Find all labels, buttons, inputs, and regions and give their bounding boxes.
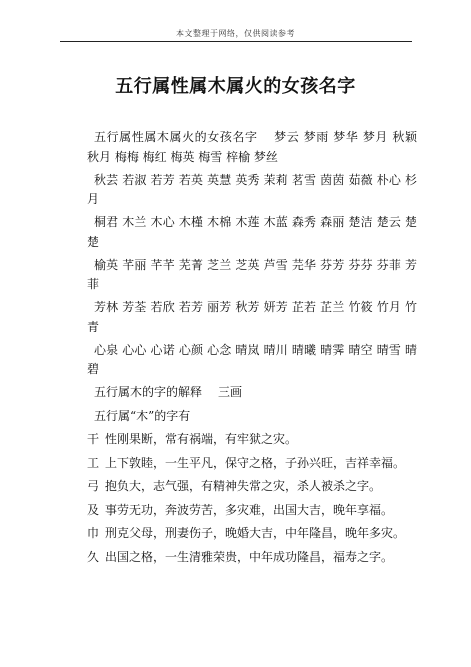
- name-line: 榆英 芊丽 芊芊 芜菁 芝兰 芝英 芦雪 芫华 芬芳 芬芬 芬菲 芳菲: [87, 257, 417, 291]
- entry-char: 弓: [87, 479, 100, 493]
- char-entry: [87, 524, 417, 544]
- char-entry: [87, 501, 417, 521]
- document-title: 五行属性属木属火的女孩名字: [115, 76, 356, 97]
- name-line: 心泉 心心 心诺 心颜 心念 晴岚 晴川 晴曦 晴霁 晴空 晴雪 晴碧: [87, 342, 417, 376]
- section-heading: [87, 383, 417, 403]
- name-line: 秋芸 若淑 若芳 若英 英慧 英秀 茉莉 茗雪 茵茵 茹薇 朴心 杉月: [87, 172, 417, 206]
- entry-text: 刑克父母，刑妻伤子，晚婚大吉，中年隆昌，晚年多灾。: [105, 526, 406, 540]
- char-entry: [87, 454, 417, 474]
- char-entry: [87, 430, 417, 450]
- char-entry: [87, 548, 417, 568]
- subheading: 五行属“木”的字有: [94, 408, 191, 423]
- entry-text: 事劳无功，奔波劳苦，多灾难，出国大吉，晚年享福。: [105, 502, 394, 517]
- name-line: 桐君 木兰 木心 木槿 木棉 木莲 木蓝 森秀 森丽 楚洁 楚云 楚楚: [87, 215, 417, 249]
- entry-text: 性刚果断，常有祸端，有牢狱之灾。: [105, 432, 298, 446]
- name-line: 芳林 芳荃 若欣 若芳 丽芳 秋芳 妍芳 芷若 芷兰 竹筱 竹月 竹青: [87, 300, 417, 334]
- entry-char: 及: [87, 502, 100, 517]
- entry-char: 久: [87, 549, 100, 564]
- entry-char: 干: [87, 432, 100, 446]
- section-stroke: 三画: [218, 385, 243, 399]
- intro-lead: 五行属性属木属火的女孩名字: [94, 130, 258, 144]
- entry-char: 工: [87, 455, 100, 470]
- entry-char: 巾: [87, 526, 100, 540]
- header-rule: [60, 41, 412, 42]
- section-lead: 五行属木的字的解释: [94, 385, 203, 399]
- entry-text: 抱负大，志气强，有精神失常之灾，杀人被杀之字。: [105, 479, 382, 493]
- entry-text: 上下敦睦，一生平凡，保守之格，子孙兴旺，吉祥幸福。: [105, 455, 406, 470]
- intro-paragraph: [87, 128, 417, 167]
- document-body: [87, 128, 417, 571]
- header-note: 本文整理于网络，仅供阅读参考: [176, 29, 295, 38]
- char-entry: [87, 477, 417, 497]
- intro-names: 梦云 梦雨 梦华 梦月 秋颖 秋月 梅梅 梅红 梅英 梅雪 梓榆 梦丝: [87, 130, 417, 164]
- entry-text: 出国之格，一生清雅荣贵，中年成功隆昌，福寿之字。: [105, 549, 394, 564]
